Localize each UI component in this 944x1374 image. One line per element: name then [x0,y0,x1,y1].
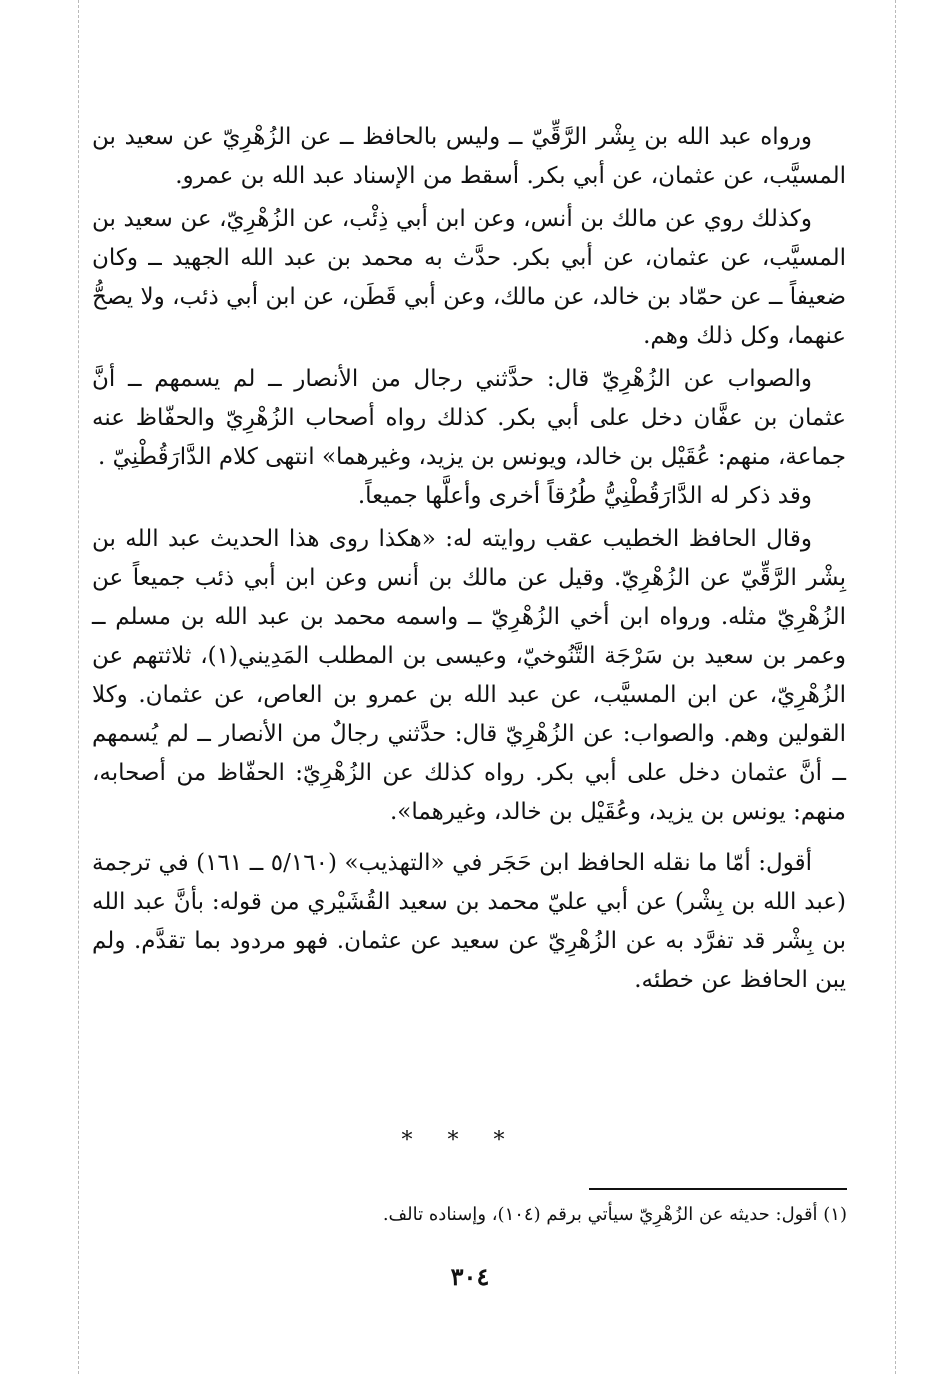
paragraph-1: ورواه عبد الله بن بِشْر الرَّقِّيّ ــ وليس بالحافظ ــ عن الزُهْرِيّ عن سعيد بن المسيَّب، عن عثمان، عن أبي بكر. أسقط من الإسناد عبد الله بن عمرو. [92,124,846,189]
footnote-divider [589,1188,847,1190]
scan-edge-right [895,0,896,1374]
section-separator: * * * [401,1128,519,1153]
paragraph-5: وقال الحافظ الخطيب عقب روايته له: «هكذا روى هذا الحديث عبد الله بن بِشْر الرَّقِّيّ عن الزُهْرِيّ. وقيل عن مالك بن أنس وعن ابن أبي ذئب جميعاً عن الزُهْرِيّ مثله. ورواه ابن أخي الزُهْرِيّ ــ واسمه محمد بن عبد الله بن مسلم ــ وعمر بن سعيد بن سَرْجَة التَّنُوخيّ، وعيسى بن المطلب المَدِيني(١)، ثلاثتهم عن الزُهْرِيّ، عن ابن المسيَّب، عن عبد الله بن عمرو بن العاص، عن عثمان. وكلا القولين وهم. والصواب: عن الزُهْرِيّ قال: حدَّثني رجالٌ من الأنصار ــ لم يُسمهم ــ أنَّ عثمان دخل على أبي بكر. رواه كذلك عن الزُهْرِيّ: الحفّاظ من أصحابه، منهم: يونس بن يزيد، وعُقَيْل بن خالد، وغيرهما». [92,526,846,825]
paragraph-3: والصواب عن الزُهْرِيّ قال: حدَّثني رجال من الأنصار ــ لم يسمهم ــ أنَّ عثمان بن عفَّان دخل على أبي بكر. كذلك رواه أصحاب الزُهْرِيّ والحفّاظ عنه جماعة، منهم: عُقَيْل بن خالد، ويونس بن يزيد، وغيرهما» انتهى كلام الدَّارَقُطْنِيّ . [92,366,846,470]
main-text [92,118,846,1000]
paragraph-4: وقد ذكر له الدَّارَقُطْنِيُّ طُرُقاً أخرى وأعلَّها جميعاً. [357,483,812,509]
footnote: (١) أقول: حديثه عن الزُهْرِيّ سيأتي برقم (١٠٤)، وإسناده تالف. [382,1204,847,1225]
page-number: ٣٠٤ [450,1262,490,1291]
paragraph-6: أقول: أمّا ما نقله الحافظ ابن حَجَر في «التهذيب» (٥/١٦٠ ــ ١٦١) في ترجمة (عبد الله بن بِشْر) عن أبي عليّ محمد بن سعيد القُشَيْري من قوله: بأنَّ عبد الله بن بِشْر قد تفرَّد به عن الزُهْرِيّ عن سعيد عن عثمان. فهو مردود بما تقدَّم. ولم يبن الحافظ عن خطئه. [92,850,846,993]
scan-edge-left [78,0,79,1374]
paragraph-2: وكذلك روي عن مالك بن أنس، وعن ابن أبي ذِئْب، عن الزُهْرِيّ، عن سعيد بن المسيَّب، عن عثمان، عن أبي بكر. حدَّث به محمد بن عبد الله الجهيد ــ وكان ضعيفاً ــ عن حمّاد بن خالد، عن مالك، وعن أبي قَطَن، عن ابن أبي ذئب، ولا يصحُّ عنهما، وكل ذلك وهم. [92,206,846,349]
